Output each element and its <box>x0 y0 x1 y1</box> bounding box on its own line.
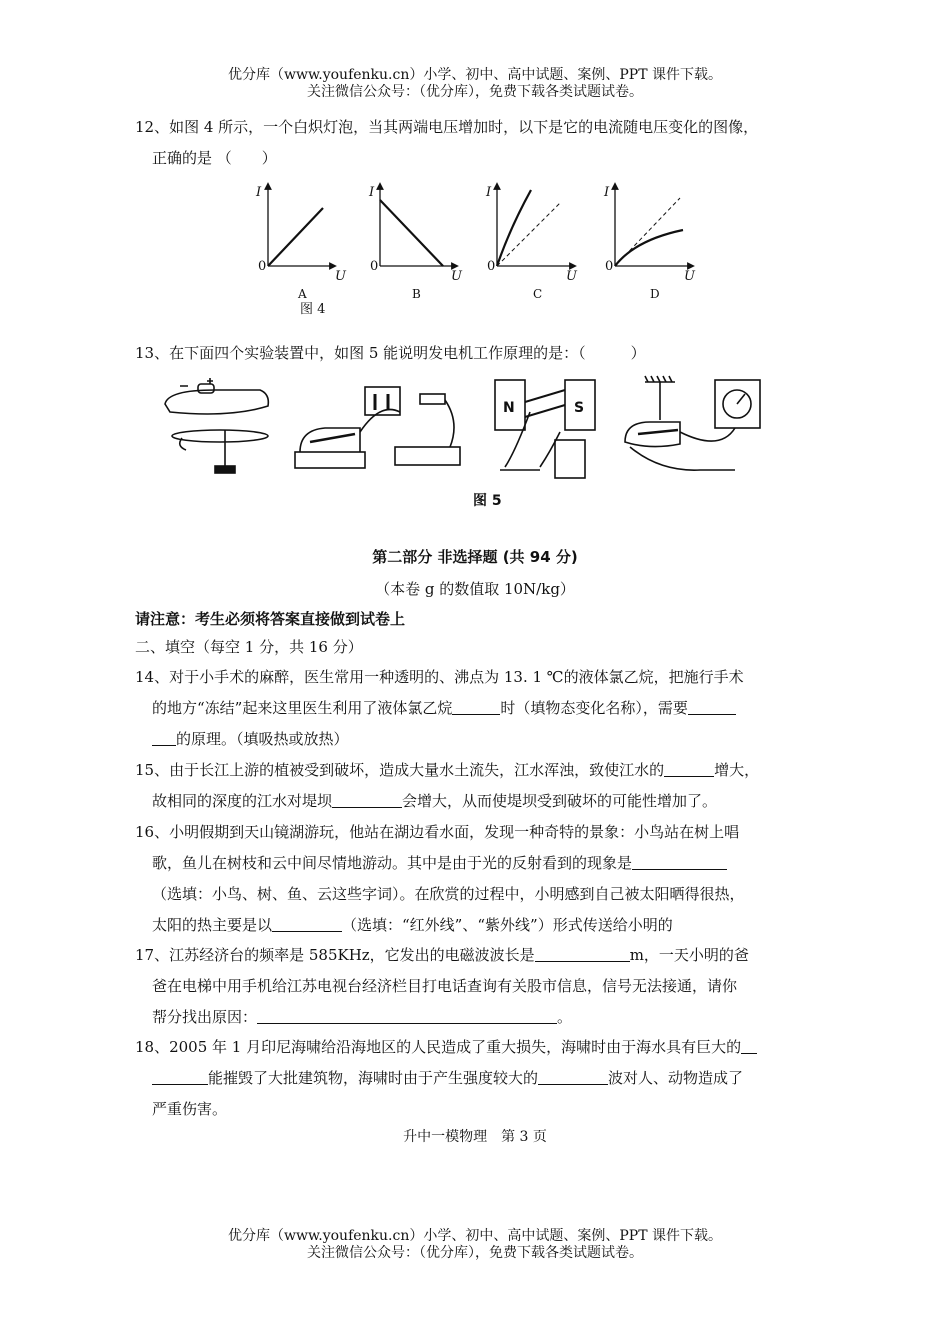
q16-text-d2: （选填：“红外线”、“紫外线”）形式传送给小明的 <box>342 916 673 934</box>
answer-blank[interactable] <box>688 700 736 715</box>
part2-title: 第二部分 非选择题 (共 94 分) <box>372 548 578 566</box>
notice: 请注意：考生必须将答案直接做到试卷上 <box>135 610 406 628</box>
graph-c-axis-u: U <box>566 269 577 284</box>
answer-blank[interactable] <box>332 793 402 808</box>
graph-d-axis-i: I <box>604 185 610 200</box>
q16-line-3: （选填：小鸟、树、鱼、云这些字词）。在欣赏的过程中，小明感到自己被太阳晒得很热， <box>152 885 745 903</box>
graph-a-origin: 0 <box>258 259 267 274</box>
q15-text-a1: 15、由于长江上游的植被受到破坏，造成大量水土流失，江水浑浊，致使江水的 <box>135 761 665 779</box>
answer-blank[interactable] <box>741 1039 757 1054</box>
q17-line-2: 爸在电梯中用手机给江苏电视台经济栏目打电话查询有关股市信息，信号无法接通，请你 <box>152 977 738 995</box>
q14-text-b1: 的地方“冻结”起来这里医生利用了液体氯乙烷 <box>152 699 453 717</box>
q15-text-a2: 增大， <box>714 761 760 779</box>
q18-text-b1: 能摧毁了大批建筑物，海啸时由于产生强度较大的 <box>208 1069 539 1087</box>
q18-line-1 <box>135 1032 815 1063</box>
q14-text-b2: 时（填物态变化名称），需要 <box>500 699 688 717</box>
graph-b-label: B <box>412 287 421 301</box>
graph-b-axis-i: I <box>369 185 375 200</box>
bottom-banner <box>0 1228 950 1262</box>
q15-line-2 <box>135 786 815 817</box>
q15-text-b1: 故相同的深度的江水对堤坝 <box>152 792 333 810</box>
bottom-banner-line-1: 优分库（www.youfenku.cn）小学、初中、高中试题、案例、PPT 课件下载。 <box>227 1228 722 1244</box>
answer-blank[interactable] <box>535 947 630 962</box>
q17-text-c2: 。 <box>557 1008 573 1026</box>
q13-line-1: 13、在下面四个实验装置中，如图 5 能说明发电机工作原理的是：（ ） <box>135 344 646 362</box>
question-18 <box>135 1032 815 1125</box>
q17-text-a2: m，一天小明的爸 <box>629 946 749 964</box>
q14-line-2 <box>135 693 815 724</box>
question-12 <box>135 112 815 174</box>
answer-blank[interactable] <box>272 917 342 932</box>
bottom-banner-line-2: 关注微信公众号：（优分库），免费下载各类试题试卷。 <box>307 1245 643 1261</box>
graph-a <box>255 185 347 301</box>
q16-line-2 <box>135 848 815 879</box>
question-13 <box>135 338 815 369</box>
graph-c-axis-i: I <box>486 185 492 200</box>
graph-a-axis-u: U <box>335 269 346 284</box>
q14-text-c: 的原理。（填吸热或放热） <box>176 730 349 748</box>
question-17 <box>135 940 815 1033</box>
graph-d-origin: 0 <box>605 259 614 274</box>
answer-blank[interactable] <box>632 855 727 870</box>
graph-c <box>485 185 578 301</box>
answer-blank[interactable] <box>452 700 500 715</box>
q15-line-1 <box>135 755 815 786</box>
section-2-heading: 二、填空（每空 1 分，共 16 分） <box>135 638 363 656</box>
apparatus-2-motor <box>295 387 460 468</box>
question-14 <box>135 662 815 755</box>
apparatus-3-magnet <box>495 380 595 478</box>
graph-d-label: D <box>650 287 660 301</box>
magnet-n-label: N <box>503 400 515 416</box>
magnet-s-label: S <box>574 400 585 416</box>
graph-d-axis-u: U <box>684 269 695 284</box>
q12-line-1: 12、如图 4 所示，一个白炽灯泡，当其两端电压增加时，以下是它的电流随电压变化的图像， <box>135 118 759 136</box>
question-15 <box>135 755 815 817</box>
q14-line-3 <box>135 724 815 755</box>
answer-blank[interactable] <box>152 731 176 746</box>
q16-text-b1: 歌，鱼儿在树枝和云中间尽情地游动。其中是由于光的反射看到的现象是 <box>152 854 633 872</box>
q14-line-1: 14、对于小手术的麻醉，医生常用一种透明的、沸点为 13. 1 ℃的液体氯乙烷，把施行手术 <box>135 668 744 686</box>
apparatus-4-generator <box>625 376 760 470</box>
answer-blank[interactable] <box>152 1070 208 1085</box>
q16-text-d1: 太阳的热主要是以 <box>152 916 273 934</box>
figure-5-caption: 图 5 <box>473 493 502 509</box>
header-banner <box>0 67 950 101</box>
q16-line-1: 16、小明假期到天山镜湖游玩，他站在湖边看水面，发现一种奇特的景象：小鸟站在树上唱 <box>135 823 740 841</box>
graph-c-origin: 0 <box>487 259 496 274</box>
graph-a-label: A <box>298 287 307 301</box>
answer-blank[interactable] <box>664 762 714 777</box>
page-footer: 升中一模物理 第 3 页 <box>403 1129 547 1145</box>
q16-line-4 <box>135 910 815 941</box>
figure-4-caption: 图 4 <box>300 302 326 317</box>
header-line-2: 关注微信公众号：（优分库），免费下载各类试题试卷。 <box>307 84 643 100</box>
q18-text-a: 18、2005 年 1 月印尼海啸给沿海地区的人民造成了重大损失，海啸时由于海水具有巨大的 <box>135 1038 742 1056</box>
answer-blank[interactable] <box>257 1009 557 1024</box>
figure-5-apparatus <box>160 372 780 487</box>
q15-text-b2: 会增大，从而使堤坝受到破坏的可能性增加了。 <box>402 792 718 810</box>
q18-text-b2: 波对人、动物造成了 <box>608 1069 744 1087</box>
graph-b <box>368 185 463 301</box>
q17-text-c1: 帮分找出原因： <box>152 1008 258 1026</box>
q17-text-a1: 17、江苏经济台的频率是 585KHz，它发出的电磁波波长是 <box>135 946 535 964</box>
question-16 <box>135 817 815 941</box>
graph-a-axis-i: I <box>256 185 262 200</box>
graph-d <box>603 185 696 301</box>
answer-blank[interactable] <box>538 1070 608 1085</box>
apparatus-1-oersted <box>165 378 268 473</box>
q18-line-3: 严重伤害。 <box>152 1100 228 1118</box>
graph-b-axis-u: U <box>451 269 462 284</box>
q17-line-3 <box>135 1002 815 1033</box>
graph-c-label: C <box>533 287 543 301</box>
graph-b-origin: 0 <box>370 259 379 274</box>
q17-line-1 <box>135 940 815 971</box>
q18-line-2 <box>135 1063 815 1094</box>
g-value-note: （本卷 g 的数值取 10N/kg） <box>375 580 575 598</box>
q12-line-2: 正确的是 （ ） <box>152 149 277 167</box>
header-line-1: 优分库（www.youfenku.cn）小学、初中、高中试题、案例、PPT 课件下载。 <box>227 67 722 83</box>
